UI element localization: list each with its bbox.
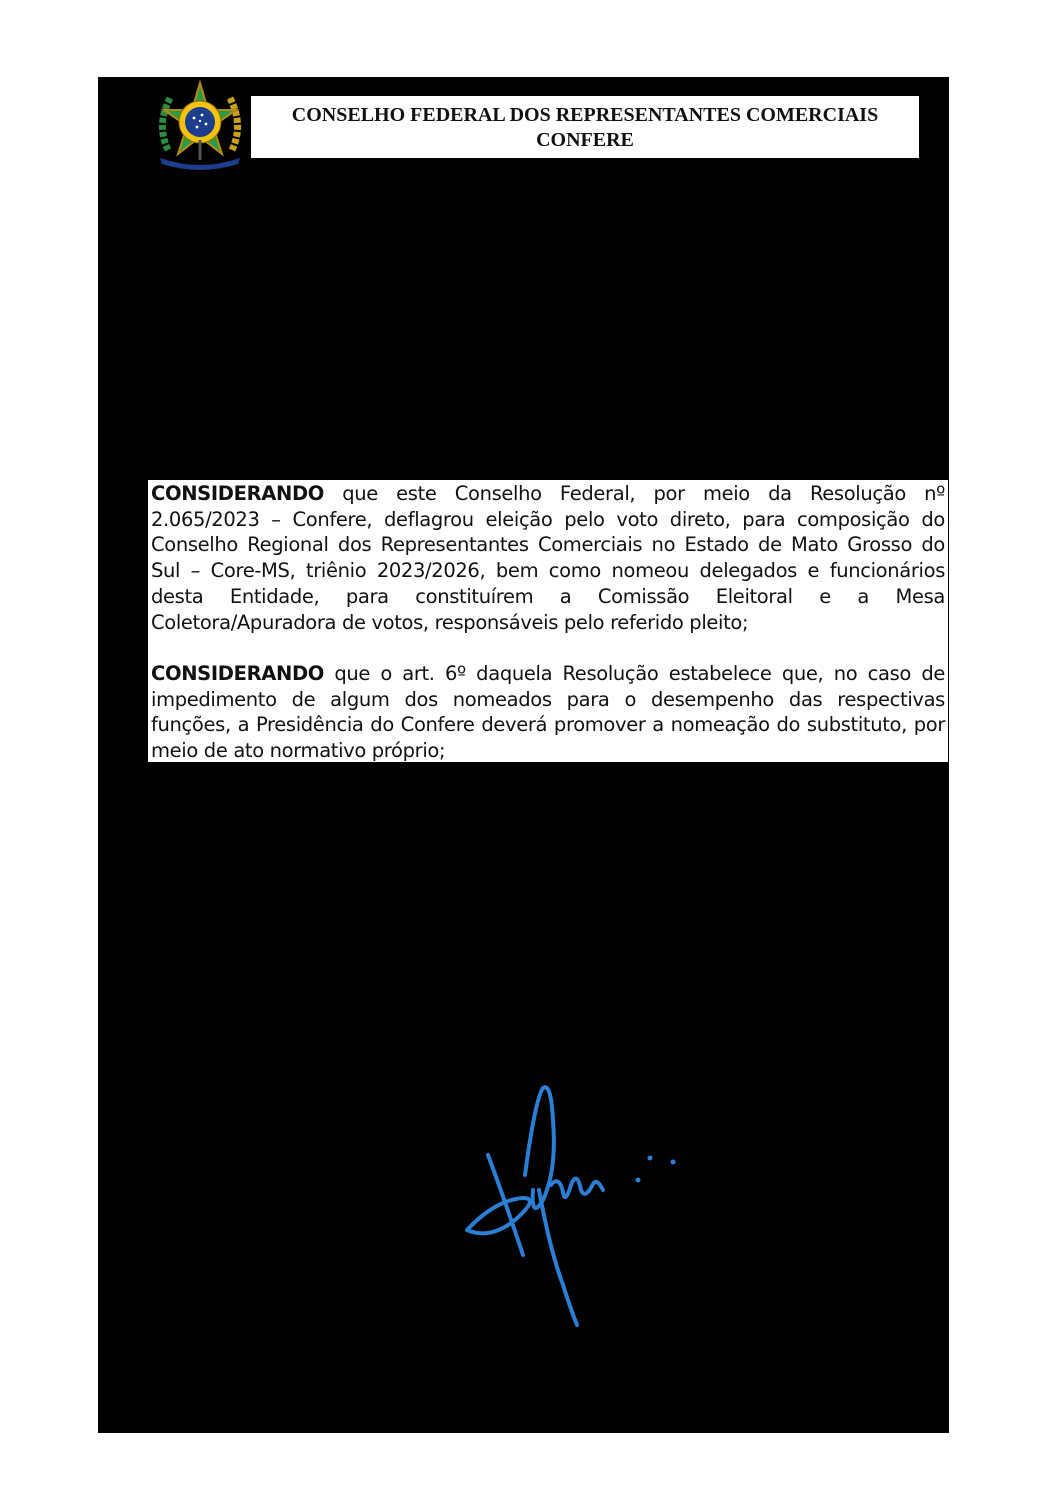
paragraph-text: que o art. 6º daquela Resolução estabelece que, no caso de impedimento de algum dos nomeados para o desempenho das respectivas funções, a Presidência do Confere deverá promover a nomeação do substituto, por meio de ato normativo próprio;	[151, 661, 945, 763]
paragraph-lead: CONSIDERANDO	[151, 661, 325, 685]
coat-of-arms-icon	[150, 80, 250, 170]
header-box	[251, 96, 919, 158]
organization-acronym: CONFERE	[536, 129, 634, 151]
visible-text-box	[148, 480, 948, 762]
paragraph-lead: CONSIDERANDO	[151, 482, 325, 505]
considerando-paragraph	[151, 661, 945, 764]
organization-name: CONSELHO FEDERAL DOS REPRESENTANTES COMERCIAIS	[291, 104, 879, 126]
considerando-paragraph	[151, 481, 945, 635]
paragraph-text: que este Conselho Federal, por meio da Resolução nº 2.065/2023 – Confere, deflagrou eleição pelo voto direto, para composição do Conselho Regional dos Representantes Comerciais no Estado de Mato Grosso do Sul – Core-MS, triênio 2023/2026, bem como nomeou delegados e funcionários desta Entidade, para constituírem a Comissão Eleitoral e a Mesa Coletora/Apuradora de votos, responsáveis pelo referido pleito;	[151, 482, 945, 634]
handwritten-signature	[455, 1080, 695, 1340]
